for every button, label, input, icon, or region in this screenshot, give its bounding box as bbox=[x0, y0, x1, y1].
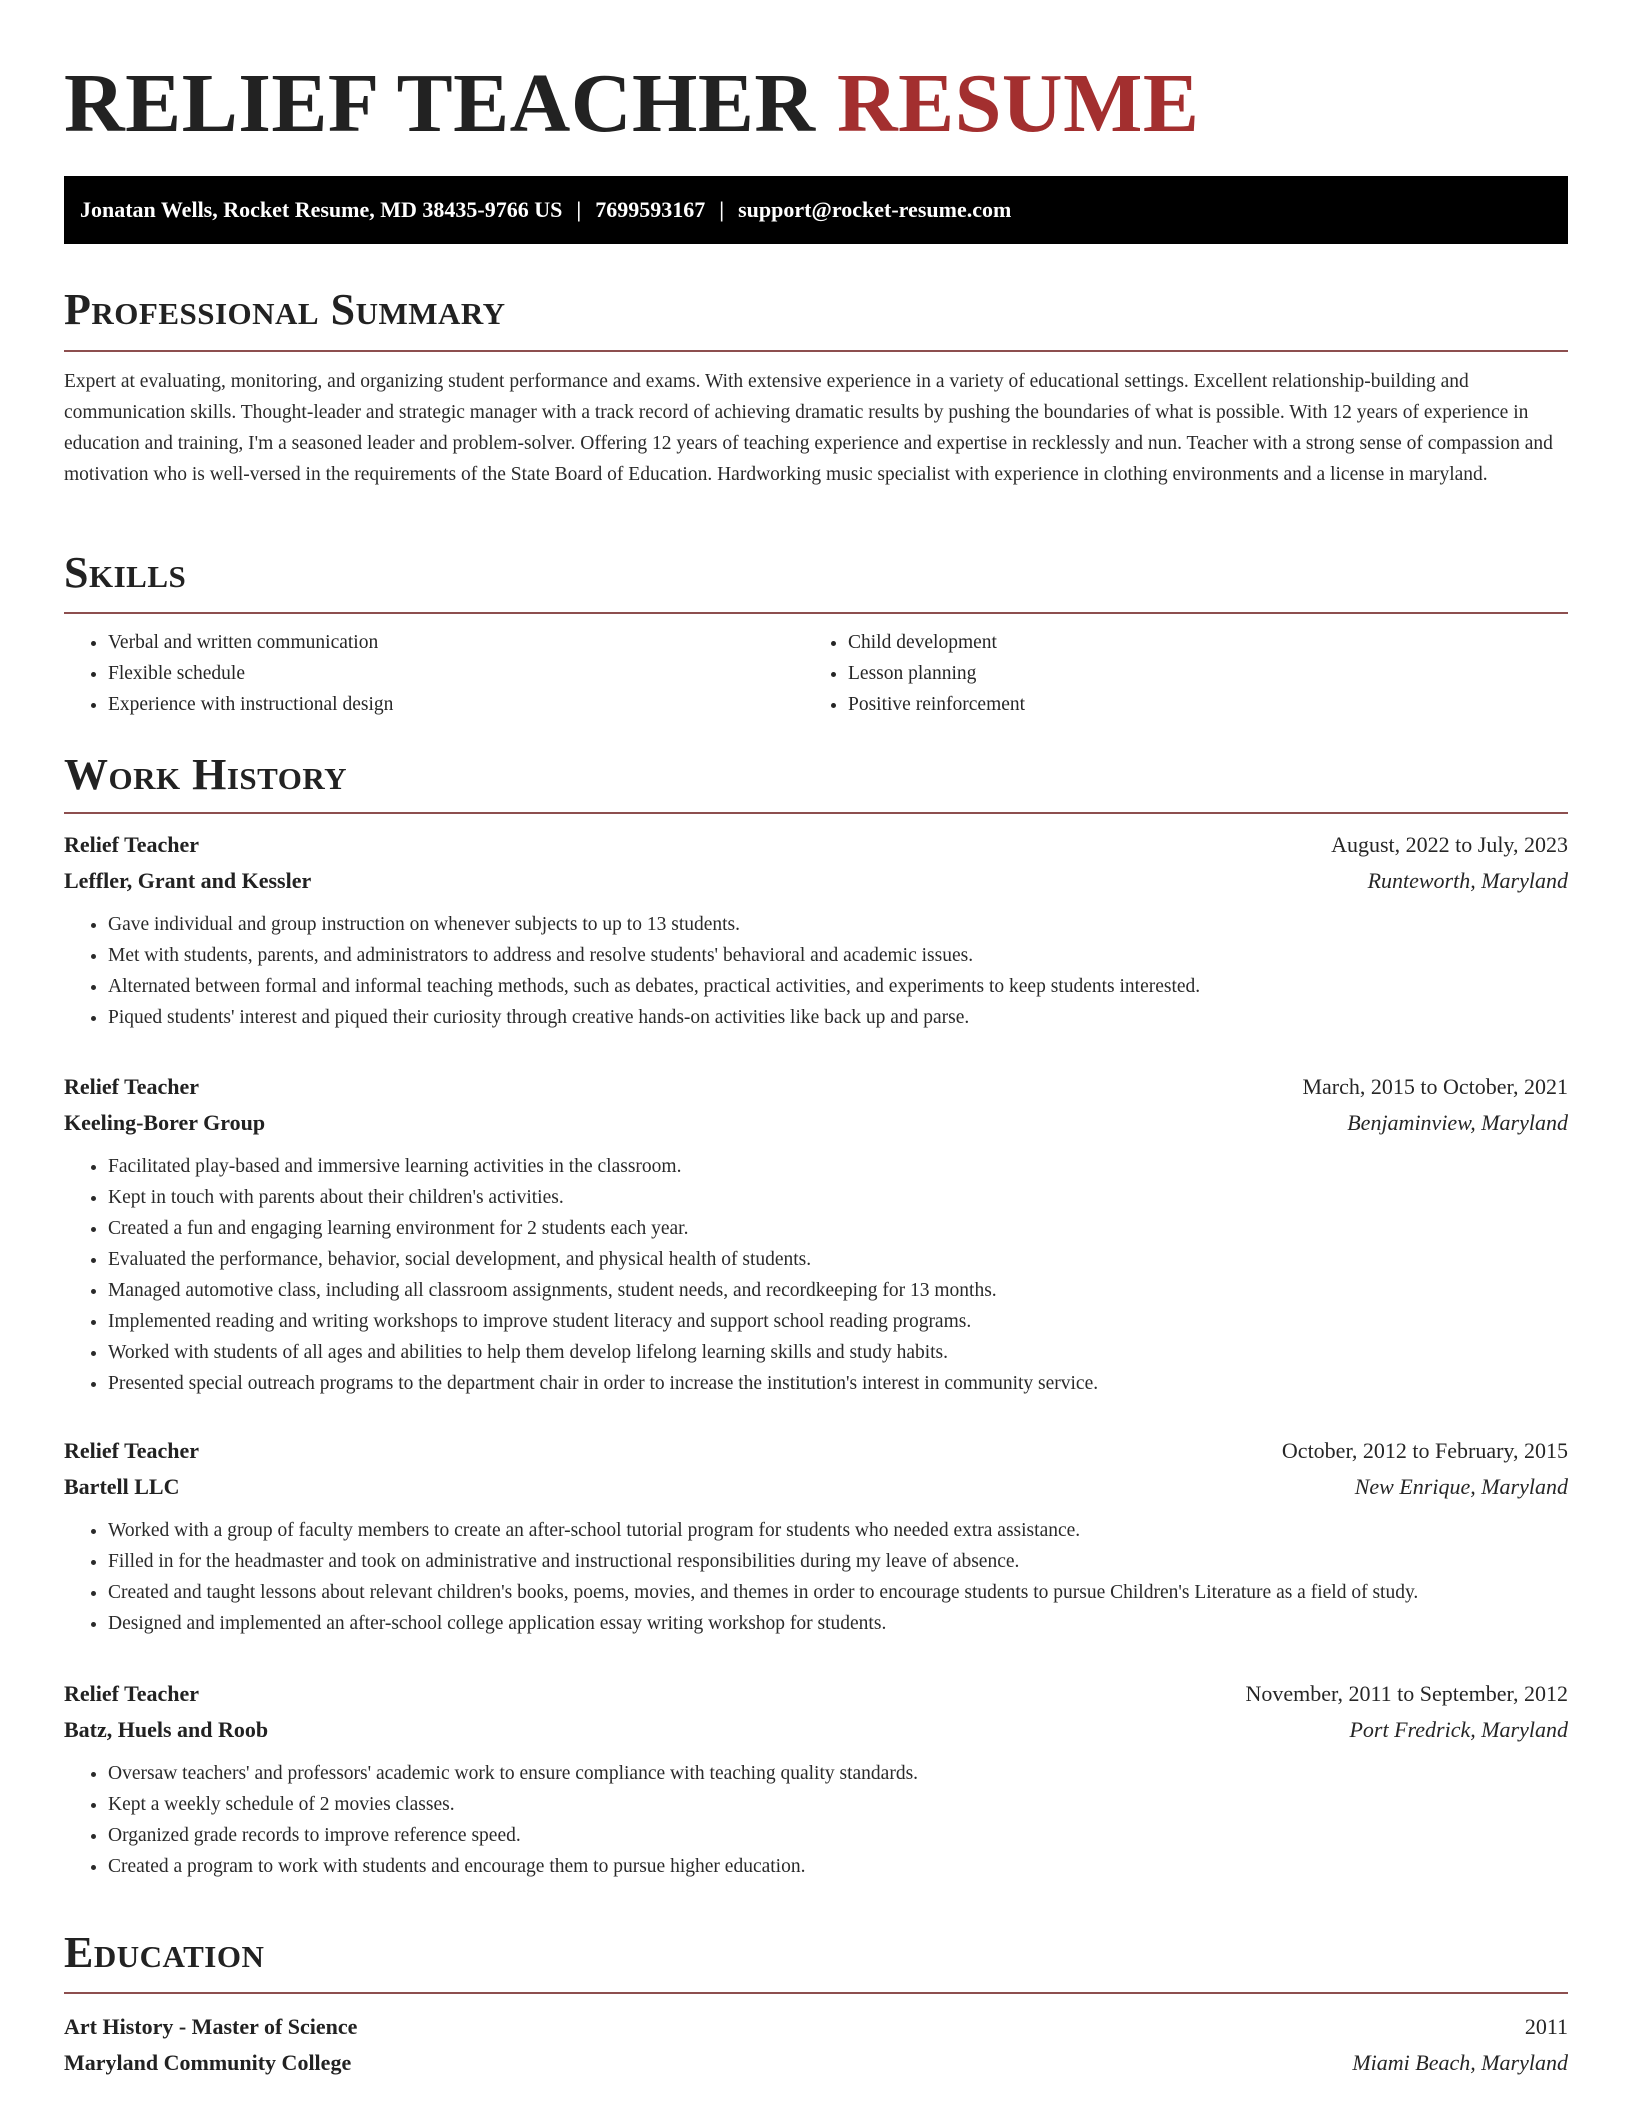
contact-separator: | bbox=[576, 197, 582, 222]
contact-bar bbox=[64, 176, 1568, 244]
job-subheader bbox=[64, 863, 1568, 899]
job-entry bbox=[64, 1676, 1568, 1882]
job-title: Relief Teacher bbox=[64, 1438, 200, 1463]
job-title: Relief Teacher bbox=[64, 832, 200, 857]
job-bullet: • Piqued students' interest and piqued their curiosity through creative hands-on activities like back up and parse. bbox=[108, 1002, 1568, 1033]
job-bullet: • Gave individual and group instruction on whenever subjects to up to 13 students. bbox=[108, 909, 1568, 940]
contact-phone: 7699593167 bbox=[595, 197, 706, 222]
job-bullets bbox=[64, 909, 1568, 1033]
job-location: New Enrique, Maryland bbox=[1354, 1474, 1568, 1499]
job-bullet: • Worked with students of all ages and abilities to help them develop lifelong learning skills and study habits. bbox=[108, 1337, 1568, 1368]
title-main: RELIEF TEACHER bbox=[64, 57, 816, 150]
job-dates: August, 2022 to July, 2023 bbox=[1331, 832, 1568, 857]
job-title: Relief Teacher bbox=[64, 1074, 200, 1099]
work-divider bbox=[64, 812, 1568, 814]
job-company: Leffler, Grant and Kessler bbox=[64, 868, 312, 893]
skill-item: • Verbal and written communication bbox=[108, 627, 804, 658]
education-entry bbox=[64, 2009, 1568, 2081]
job-bullet: • Created a fun and engaging learning environment for 2 students each year. bbox=[108, 1213, 1568, 1244]
job-location: Port Fredrick, Maryland bbox=[1349, 1717, 1568, 1742]
job-bullet: • Kept a weekly schedule of 2 movies classes. bbox=[108, 1789, 1568, 1820]
skill-item: • Child development bbox=[848, 627, 1544, 658]
summary-divider bbox=[64, 350, 1568, 352]
job-bullet: • Designed and implemented an after-school college application essay writing workshop for students. bbox=[108, 1608, 1568, 1639]
job-bullet: • Facilitated play-based and immersive learning activities in the classroom. bbox=[108, 1151, 1568, 1182]
job-bullet: • Created and taught lessons about relevant children's books, poems, movies, and themes in order to encourage students to pursue Children's Literature as a field of study. bbox=[108, 1577, 1568, 1608]
job-bullet: • Worked with a group of faculty members to create an after-school tutorial program for students who needed extra assistance. bbox=[108, 1515, 1568, 1546]
skill-item: • Experience with instructional design bbox=[108, 689, 804, 720]
job-header bbox=[64, 1676, 1568, 1712]
contact-address: Jonatan Wells, Rocket Resume, MD 38435-9766 US bbox=[80, 197, 563, 222]
job-entry bbox=[64, 827, 1568, 1033]
skill-item: • Positive reinforcement bbox=[848, 689, 1544, 720]
job-bullet: • Kept in touch with parents about their children's activities. bbox=[108, 1182, 1568, 1213]
skills-column-left bbox=[64, 627, 804, 720]
skills-heading: Skills bbox=[64, 548, 187, 597]
education-year: 2011 bbox=[1524, 2014, 1568, 2039]
education-degree: Art History - Master of Science bbox=[64, 2014, 358, 2039]
job-title: Relief Teacher bbox=[64, 1681, 200, 1706]
job-dates: March, 2015 to October, 2021 bbox=[1302, 1074, 1568, 1099]
education-header bbox=[64, 2009, 1568, 2045]
job-dates: November, 2011 to September, 2012 bbox=[1245, 1681, 1568, 1706]
summary-heading: Professional Summary bbox=[64, 285, 506, 334]
skill-item: • Flexible schedule bbox=[108, 658, 804, 689]
page-title bbox=[64, 54, 1199, 154]
work-heading: Work History bbox=[64, 750, 348, 799]
skills-divider bbox=[64, 612, 1568, 614]
job-dates: October, 2012 to February, 2015 bbox=[1281, 1438, 1568, 1463]
job-company: Batz, Huels and Roob bbox=[64, 1717, 269, 1742]
job-bullet: • Alternated between formal and informal teaching methods, such as debates, practical activities, and experiments to keep students interested. bbox=[108, 971, 1568, 1002]
job-bullet: • Implemented reading and writing workshops to improve student literacy and support school reading programs. bbox=[108, 1306, 1568, 1337]
job-bullets bbox=[64, 1151, 1568, 1399]
job-company: Keeling-Borer Group bbox=[64, 1110, 266, 1135]
title-accent: RESUME bbox=[837, 57, 1200, 150]
contact-separator: | bbox=[719, 197, 725, 222]
education-subheader bbox=[64, 2045, 1568, 2081]
contact-email: support@rocket-resume.com bbox=[738, 197, 1012, 222]
job-bullet: • Oversaw teachers' and professors' academic work to ensure compliance with teaching quality standards. bbox=[108, 1758, 1568, 1789]
job-company: Bartell LLC bbox=[64, 1474, 180, 1499]
job-bullet: • Created a program to work with students and encourage them to pursue higher education. bbox=[108, 1851, 1568, 1882]
job-bullet: • Organized grade records to improve reference speed. bbox=[108, 1820, 1568, 1851]
education-school: Maryland Community College bbox=[64, 2050, 352, 2075]
job-entry bbox=[64, 1433, 1568, 1639]
job-header bbox=[64, 827, 1568, 863]
job-bullets bbox=[64, 1515, 1568, 1639]
summary-text: Expert at evaluating, monitoring, and organizing student performance and exams. With extensive experience in a variety of educational settings. Excellent relationship-building and communication skills. Thought-leader and strategic manager with a track record of achieving dramatic results by pushing the boundaries of what is possible. With 12 years of experience in education and training, I'm a seasoned leader and problem-solver. Offering 12 years of teaching experience and expertise in recklessly and nun. Teacher with a strong sense of compassion and motivation who is well-versed in the requirements of the State Board of Education. Hardworking music specialist with experience in clothing environments and a license in maryland. bbox=[64, 371, 1553, 485]
skill-item: • Lesson planning bbox=[848, 658, 1544, 689]
job-bullet: • Filled in for the headmaster and took on administrative and instructional responsibilities during my leave of absence. bbox=[108, 1546, 1568, 1577]
job-location: Runteworth, Maryland bbox=[1367, 868, 1568, 893]
job-bullet: • Presented special outreach programs to the department chair in order to increase the institution's interest in community service. bbox=[108, 1368, 1568, 1399]
job-bullet: • Managed automotive class, including all classroom assignments, student needs, and recordkeeping for 13 months. bbox=[108, 1275, 1568, 1306]
job-header bbox=[64, 1069, 1568, 1105]
job-subheader bbox=[64, 1469, 1568, 1505]
job-subheader bbox=[64, 1712, 1568, 1748]
job-header bbox=[64, 1433, 1568, 1469]
skills-column-right bbox=[804, 627, 1544, 720]
education-divider bbox=[64, 1992, 1568, 1994]
skills-list bbox=[64, 627, 1568, 720]
job-entry bbox=[64, 1069, 1568, 1399]
job-location: Benjaminview, Maryland bbox=[1347, 1110, 1568, 1135]
job-bullets bbox=[64, 1758, 1568, 1882]
education-heading: Education bbox=[64, 1928, 265, 1977]
education-location: Miami Beach, Maryland bbox=[1352, 2050, 1568, 2075]
job-subheader bbox=[64, 1105, 1568, 1141]
job-bullet: • Evaluated the performance, behavior, social development, and physical health of students. bbox=[108, 1244, 1568, 1275]
job-bullet: • Met with students, parents, and administrators to address and resolve students' behavioral and academic issues. bbox=[108, 940, 1568, 971]
